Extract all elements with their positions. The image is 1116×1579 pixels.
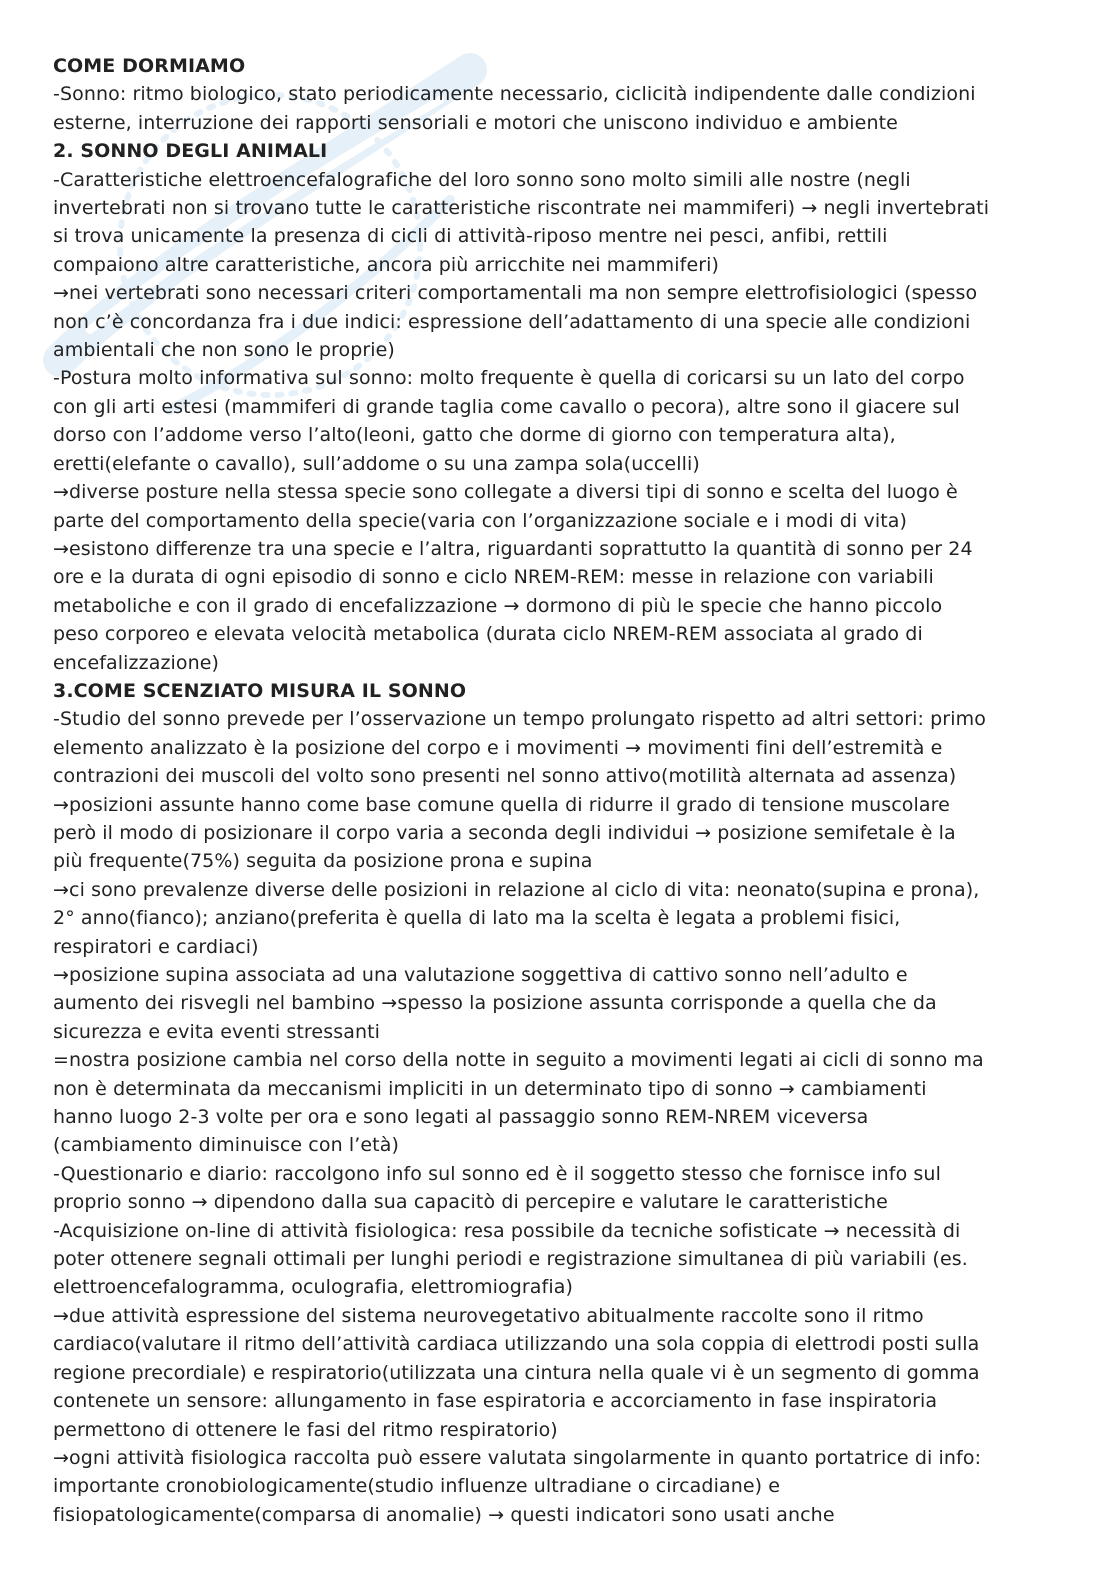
text-line: 2° anno(fianco); anziano(preferita è quella di lato ma la scelta è legata a problemi fisici, [53,907,901,930]
text-line: contenete un sensore: allungamento in fase espiratoria e accorciamento in fase inspiratoria [53,1390,938,1413]
text-line: regione precordiale) e respiratorio(utilizzata una cintura nella quale vi è un segmento di gomma [53,1361,980,1384]
text-line: non è determinata da meccanismi impliciti in un determinato tipo di sonno → cambiamenti [53,1077,927,1100]
section-heading: 3.COME SCENZIATO MISURA IL SONNO [53,679,467,702]
text-line: →ogni attività fisiologica raccolta può essere valutata singolarmente in quanto portatrice di info: [53,1446,982,1469]
text-line: elettroencefalogramma, oculografia, elettromiografia) [53,1276,573,1299]
text-line: più frequente(75%) seguita da posizione prona e supina [53,850,593,873]
section-heading: COME DORMIAMO [53,55,246,77]
text-line: poter ottenere segnali ottimali per lunghi periodi e registrazione simultanea di più variabili (es. [53,1248,968,1271]
text-line: importante cronobiologicamente(studio influenze ultradiane o circadiane) e [53,1475,781,1498]
text-line: -Acquisizione on-line di attività fisiologica: resa possibile da tecniche sofisticate → necessità di [53,1219,961,1242]
text-line: permettono di ottenere le fasi del ritmo respiratorio) [53,1418,558,1441]
text-line: cardiaco(valutare il ritmo dell’attività cardiaca utilizzando una sola coppia di elettrodi posti sulla [53,1333,980,1356]
text-line: →ci sono prevalenze diverse delle posizioni in relazione al ciclo di vita: neonato(supina e prona), [53,878,980,901]
text-line: →due attività espressione del sistema neurovegetativo abitualmente raccolte sono il ritmo [53,1304,924,1327]
text-line: -Caratteristiche elettroencefalografiche del loro sonno sono molto simili alle nostre (negli [53,168,911,191]
text-line: respiratori e cardiaci) [53,935,259,958]
text-line: non c’è concordanza fra i due indici: espressione dell’adattamento di una specie alle condizioni [53,310,971,333]
text-line: si trova unicamente la presenza di cicli di attività-riposo mentre nei pesci, anfibi, rettili [53,225,888,248]
text-line: proprio sonno → dipendono dalla sua capacitò di percepire e valutare le caratteristiche [53,1191,888,1214]
text-line: →nei vertebrati sono necessari criteri comportamentali ma non sempre elettrofisiologici (spesso [53,282,978,305]
text-line: invertebrati non si trovano tutte le caratteristiche riscontrate nei mammiferi) → negli invertebrati [53,197,990,220]
section-heading: 2. SONNO DEGLI ANIMALI [53,140,328,163]
text-line: -Studio del sonno prevede per l’osservazione un tempo prolungato rispetto ad altri settori: primo [53,708,986,731]
text-line: -Questionario e diario: raccolgono info sul sonno ed è il soggetto stesso che fornisce info sul [53,1162,941,1185]
text-line: -Postura molto informativa sul sonno: molto frequente è quella di coricarsi su un lato del corpo [53,367,965,390]
text-line: →diverse posture nella stessa specie sono collegate a diversi tipi di sonno e scelta del luogo è [53,481,958,504]
text-line: (cambiamento diminuisce con l’età) [53,1134,399,1157]
text-line: contrazioni dei muscoli del volto sono presenti nel sonno attivo(motilità alternata ad assenza) [53,765,957,788]
text-line: esterne, interruzione dei rapporti sensoriali e motori che uniscono individuo e ambiente [53,111,898,134]
text-line: ore e la durata di ogni episodio di sonno e ciclo NREM-REM: messe in relazione con variabili [53,566,934,589]
text-line: dorso con l’addome verso l’alto(leoni, gatto che dorme di giorno con temperatura alta), [53,424,896,447]
text-line: →posizione supina associata ad una valutazione soggettiva di cattivo sonno nell’adulto e [53,964,908,986]
text-line: -Sonno: ritmo biologico, stato periodicamente necessario, ciclicità indipendente dalle condizioni [53,83,976,106]
text-line: ambientali che non sono le proprie) [53,339,395,362]
text-line: →posizioni assunte hanno come base comune quella di ridurre il grado di tensione muscolare [53,793,950,816]
text-line: =nostra posizione cambia nel corso della notte in seguito a movimenti legati ai cicli di sonno ma [53,1049,984,1072]
text-line: però il modo di posizionare il corpo varia a seconda degli individui → posizione semifetale è la [53,821,956,844]
text-line: elemento analizzato è la posizione del corpo e i movimenti → movimenti fini dell’estremità e [53,736,943,759]
text-line: con gli arti estesi (mammiferi di grande taglia come cavallo o pecora), altre sono il giacere sul [53,395,960,418]
text-line: metaboliche e con il grado di encefalizzazione → dormono di più le specie che hanno piccolo [53,594,943,617]
text-line: eretti(elefante o cavallo), sull’addome o su una zampa sola(uccelli) [53,452,700,475]
text-line: compaiono altre caratteristiche, ancora più arricchite nei mammiferi) [53,253,720,276]
text-line: encefalizzazione) [53,651,220,674]
document-body [53,52,1073,1529]
text-line: aumento dei risvegli nel bambino →spesso la posizione assunta corrisponde a quella che da [53,992,937,1015]
text-line: hanno luogo 2-3 volte per ora e sono legati al passaggio sonno REM-NREM viceversa [53,1106,869,1129]
text-line: parte del comportamento della specie(varia con l’organizzazione sociale e i modi di vita) [53,509,908,532]
text-line: sicurezza e evita eventi stressanti [53,1020,381,1043]
text-line: peso corporeo e elevata velocità metabolica (durata ciclo NREM-REM associata al grado di [53,623,923,646]
text-line: fisiopatologicamente(comparsa di anomalie) → questi indicatori sono usati anche [53,1503,835,1526]
text-line: →esistono differenze tra una specie e l’altra, riguardanti soprattutto la quantità di sonno per 24 [53,537,973,560]
